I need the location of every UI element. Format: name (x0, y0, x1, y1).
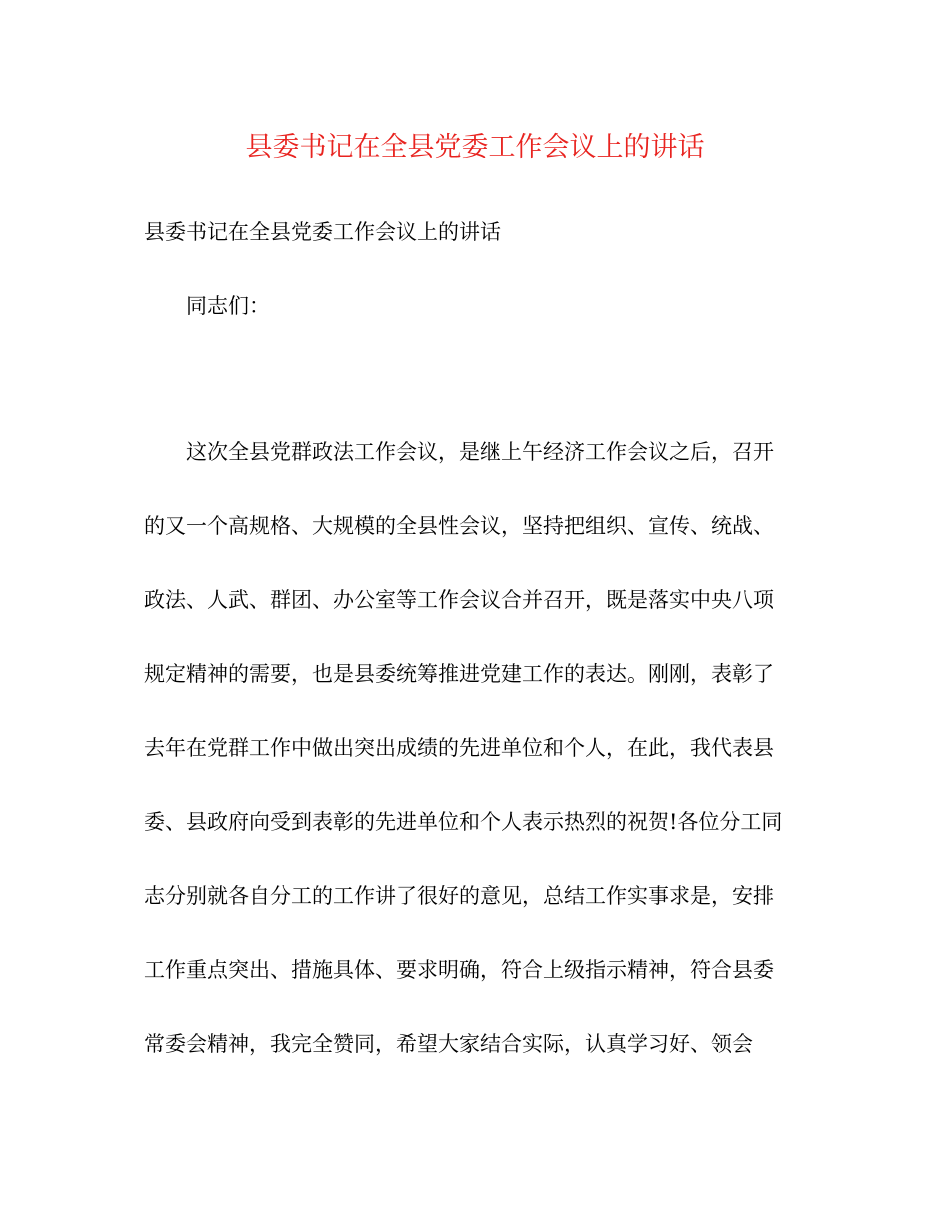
body-line: 工作重点突出、措施具体、要求明确，符合上级指示精神，符合县委 (144, 958, 774, 982)
body-line: 政法、人武、群团、办公室等工作会议合并召开，既是落实中央八项 (144, 588, 774, 612)
document-subtitle: 县委书记在全县党委工作会议上的讲话 (144, 220, 501, 244)
greeting: 同志们： (186, 294, 270, 318)
body-line: 委、县政府向受到表彰的先进单位和个人表示热烈的祝贺!各位分工同 (144, 810, 783, 834)
body-line: 常委会精神，我完全赞同，希望大家结合实际，认真学习好、领会 (144, 1032, 753, 1056)
body-line: 去年在党群工作中做出突出成绩的先进单位和个人，在此，我代表县 (144, 736, 774, 760)
body-line: 的又一个高规格、大规模的全县性会议，坚持把组织、宣传、统战、 (144, 514, 774, 538)
body-line: 志分别就各自分工的工作讲了很好的意见，总结工作实事求是，安排 (144, 884, 774, 908)
body-line: 规定精神的需要，也是县委统筹推进党建工作的表达。刚刚，表彰了 (144, 662, 774, 686)
body-line: 这次全县党群政法工作会议，是继上午经济工作会议之后，召开 (186, 440, 774, 464)
document-title: 县委书记在全县党委工作会议上的讲话 (245, 132, 705, 163)
